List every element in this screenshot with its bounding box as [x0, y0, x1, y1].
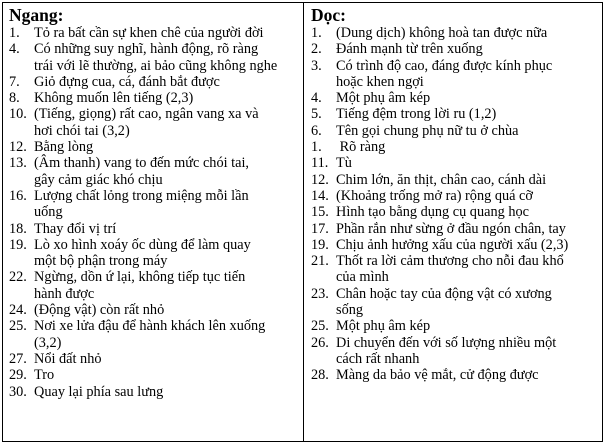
clue-number: 24. [9, 302, 27, 319]
clue-number: 8. [9, 90, 20, 107]
clue-number: 22. [9, 269, 27, 286]
clue-number: 26. [311, 334, 329, 351]
clue-text: Phần rắn như sừng ở đầu ngón chân, tay [336, 220, 566, 237]
clue-item [311, 58, 598, 91]
clue-text: (Dung dịch) không hoà tan được nữa [336, 25, 548, 41]
clue-text: Có những suy nghĩ, hành động, rõ ràng trái với lẽ thường, ai bảo cũng không nghe [34, 41, 278, 74]
clue-item [311, 106, 598, 122]
clue-number: 29. [9, 367, 27, 384]
down-column [304, 3, 602, 441]
clue-text: Lò xo hình xoáy ốc dùng để làm quay một bộ phận trong máy [34, 236, 251, 270]
clue-number: 14. [311, 187, 329, 204]
clue-text: Chân hoặc tay của động vật có xương sống [336, 285, 552, 319]
clue-text: Một phụ âm kép [336, 90, 431, 107]
clue-item [311, 139, 598, 155]
clue-item [9, 139, 299, 155]
down-clue-list [311, 25, 598, 384]
clue-text: Chim lớn, ăn thịt, chân cao, cánh dài [336, 171, 547, 188]
clue-number: 19. [9, 236, 27, 253]
clue-item [9, 237, 299, 270]
clue-table [2, 2, 603, 442]
clue-text: Không muốn lên tiếng (2,3) [34, 90, 194, 107]
down-heading: Dọc: [311, 5, 346, 25]
clue-text: Nơi xe lửa đậu để hành khách lên xuống (3,2) [34, 318, 266, 351]
clue-text: Tro [34, 367, 55, 384]
clue-item [9, 74, 299, 90]
clue-number: 18. [9, 220, 27, 237]
clue-number: 6. [311, 122, 322, 139]
clue-text: Thay đổi vị trí [34, 220, 117, 237]
clue-item [311, 253, 598, 286]
clue-number: 23. [311, 285, 329, 302]
across-clue-list [9, 25, 299, 400]
clue-number: 11. [311, 155, 329, 172]
clue-item [9, 221, 299, 237]
clue-item [9, 367, 299, 383]
clue-item [311, 335, 598, 368]
clue-text: (Tiếng, giọng) rất cao, ngân vang xa và hơi chói tai (3,2) [34, 106, 259, 139]
clue-item [9, 90, 299, 106]
across-heading: Ngang: [9, 5, 64, 25]
clue-number: 27. [9, 350, 27, 367]
clue-text: Rõ ràng [336, 139, 386, 156]
clue-text: Màng da bảo vệ mắt, cử động được [336, 367, 539, 384]
clue-number: 25. [311, 318, 329, 335]
clue-number: 15. [311, 204, 329, 221]
clue-number: 4. [311, 90, 322, 107]
clue-number: 13. [9, 155, 27, 172]
clue-item [9, 269, 299, 302]
clue-number: 12. [9, 139, 27, 156]
clue-text: Bằng lòng [34, 139, 94, 156]
clue-number: 12. [311, 171, 329, 188]
clue-item [9, 155, 299, 188]
clue-number: 7. [9, 73, 20, 90]
clue-text: (Âm thanh) vang to đến mức chói tai, gây cảm giác khó chịu [34, 155, 249, 188]
clue-item [9, 25, 299, 41]
clue-item [9, 318, 299, 351]
clue-item [311, 237, 598, 253]
clue-text: Hình tạo bằng dụng cụ quang học [336, 204, 529, 221]
clue-text: Di chuyển đến với số lượng nhiều một cách rất nhanh [336, 334, 557, 367]
clue-number: 4. [9, 41, 20, 58]
clue-item [311, 41, 598, 57]
clue-number: 5. [311, 106, 322, 123]
clue-number: 1. [9, 25, 20, 41]
clue-item [311, 367, 598, 383]
clue-item [9, 188, 299, 221]
clue-text: Quay lại phía sau lưng [34, 383, 164, 400]
clue-text: (Động vật) còn rất nhỏ [34, 302, 165, 319]
clue-item [311, 172, 598, 188]
clue-text: Thốt ra lời cảm thương cho nỗi đau khổ của mình [336, 253, 564, 286]
clue-text: Tù [336, 155, 352, 172]
clue-text: Ngừng, dồn ứ lại, không tiếp tục tiến hành được [34, 269, 246, 302]
clue-item [311, 90, 598, 106]
clue-item [311, 123, 598, 139]
clue-text: Nổi đất nhỏ [34, 350, 102, 367]
clue-text: Lượng chất lỏng trong miệng mỗi lần uống [34, 187, 249, 221]
clue-number: 28. [311, 367, 329, 384]
clue-number: 21. [311, 253, 329, 270]
clue-number: 1. [311, 139, 322, 156]
clue-number: 30. [9, 383, 27, 400]
clue-text: (Khoảng trống mở ra) rộng quá cỡ [336, 187, 533, 204]
clue-item [9, 384, 299, 400]
clue-item [311, 286, 598, 319]
clue-item [9, 41, 299, 74]
clue-number: 16. [9, 187, 27, 204]
clue-text: Đánh mạnh từ trên xuống [336, 41, 483, 58]
clue-number: 25. [9, 318, 27, 335]
across-column [3, 3, 304, 441]
clue-item [311, 221, 598, 237]
clue-item [311, 25, 598, 41]
clue-number: 1. [311, 25, 322, 41]
clue-number: 17. [311, 220, 329, 237]
clue-number: 3. [311, 57, 322, 74]
clue-item [311, 204, 598, 220]
clue-item [9, 106, 299, 139]
clue-number: 10. [9, 106, 27, 123]
clue-text: Tỏ ra bất cần sự khen chê của người đời [34, 25, 264, 41]
clue-text: Một phụ âm kép [336, 318, 431, 335]
clue-number: 19. [311, 236, 329, 253]
clue-number: 2. [311, 41, 322, 58]
clue-text: Giỏ đựng cua, cá, đánh bắt được [34, 73, 220, 90]
clue-item [311, 188, 598, 204]
clue-item [9, 351, 299, 367]
clue-item [311, 318, 598, 334]
clue-item [9, 302, 299, 318]
clue-text: Tiếng đệm trong lời ru (1,2) [336, 106, 497, 123]
clue-text: Tên gọi chung phụ nữ tu ở chùa [336, 122, 519, 139]
clue-text: Chịu ảnh hưởng xấu của người xấu (2,3) [336, 236, 569, 253]
clue-text: Có trình độ cao, đáng được kính phục hoặc khen ngợi [336, 57, 553, 90]
clue-item [311, 155, 598, 171]
